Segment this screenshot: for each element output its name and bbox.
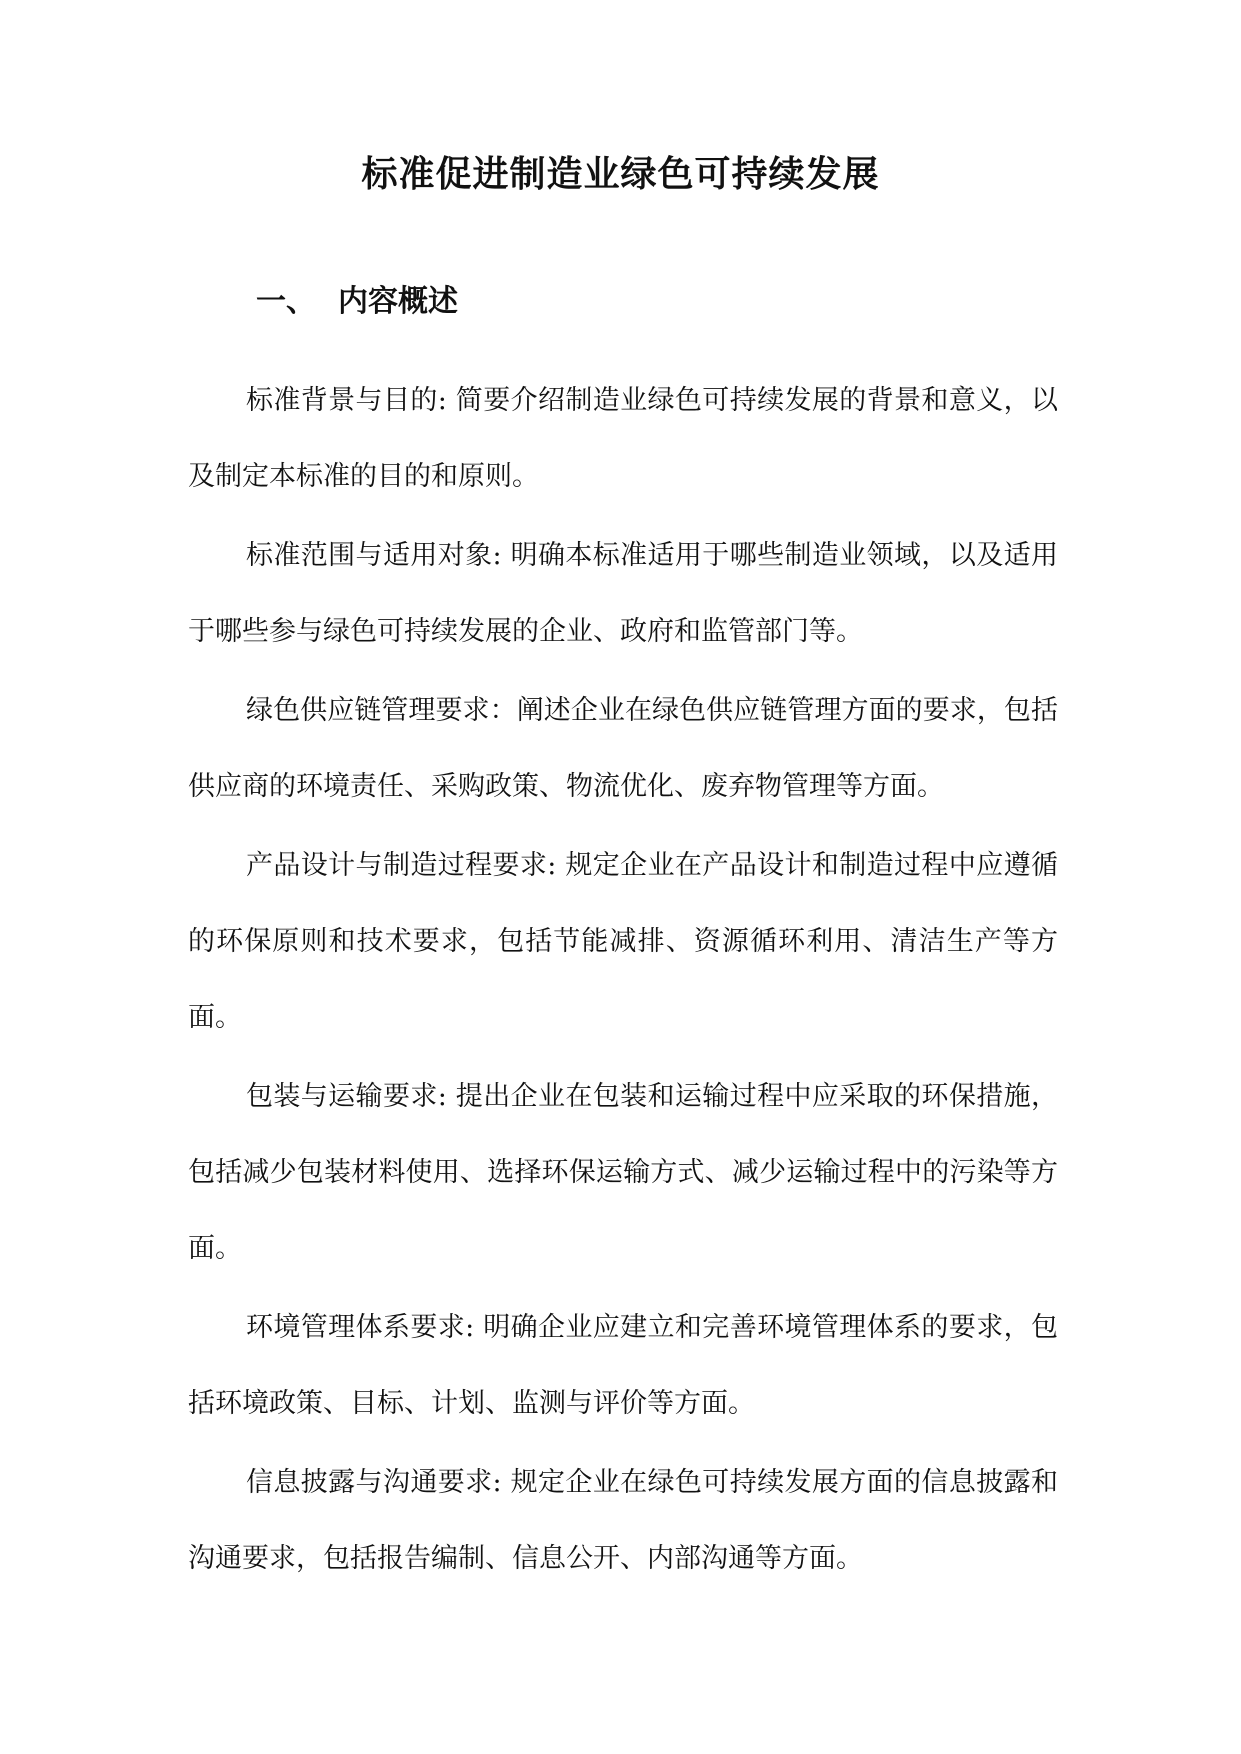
paragraph-disclosure-communication: 信息披露与沟通要求: 规定企业在绿色可持续发展方面的信息披露和沟通要求，包括报告编制、信息公开、内部沟通等方面。	[188, 1467, 1058, 1574]
paragraph-green-supply-chain: 绿色供应链管理要求：阐述企业在绿色供应链管理方面的要求，包括供应商的环境责任、采购政策、物流优化、废弃物管理等方面。	[188, 695, 1058, 802]
section-number: 一、	[256, 284, 316, 319]
section-heading	[256, 280, 458, 324]
paragraph-background-purpose: 标准背景与目的: 简要介绍制造业绿色可持续发展的背景和意义，以及制定本标准的目的和原则。	[188, 385, 1058, 492]
paragraph-product-design: 产品设计与制造过程要求: 规定企业在产品设计和制造过程中应遵循的环保原则和技术要求，包括节能减排、资源循环利用、清洁生产等方面。	[188, 850, 1058, 1033]
document-title: 标准促进制造业绿色可持续发展	[361, 154, 880, 195]
paragraph-packaging-transport: 包装与运输要求: 提出企业在包装和运输过程中应采取的环保措施，包括减少包装材料使用、选择环保运输方式、减少运输过程中的污染等方面。	[188, 1081, 1058, 1264]
section-title: 内容概述	[338, 284, 458, 319]
document-body	[188, 363, 1058, 1600]
paragraph-environmental-management: 环境管理体系要求: 明确企业应建立和完善环境管理体系的要求，包括环境政策、目标、计划、监测与评价等方面。	[188, 1312, 1058, 1419]
paragraph-scope: 标准范围与适用对象: 明确本标准适用于哪些制造业领域，以及适用于哪些参与绿色可持续发展的企业、政府和监管部门等。	[188, 540, 1058, 647]
